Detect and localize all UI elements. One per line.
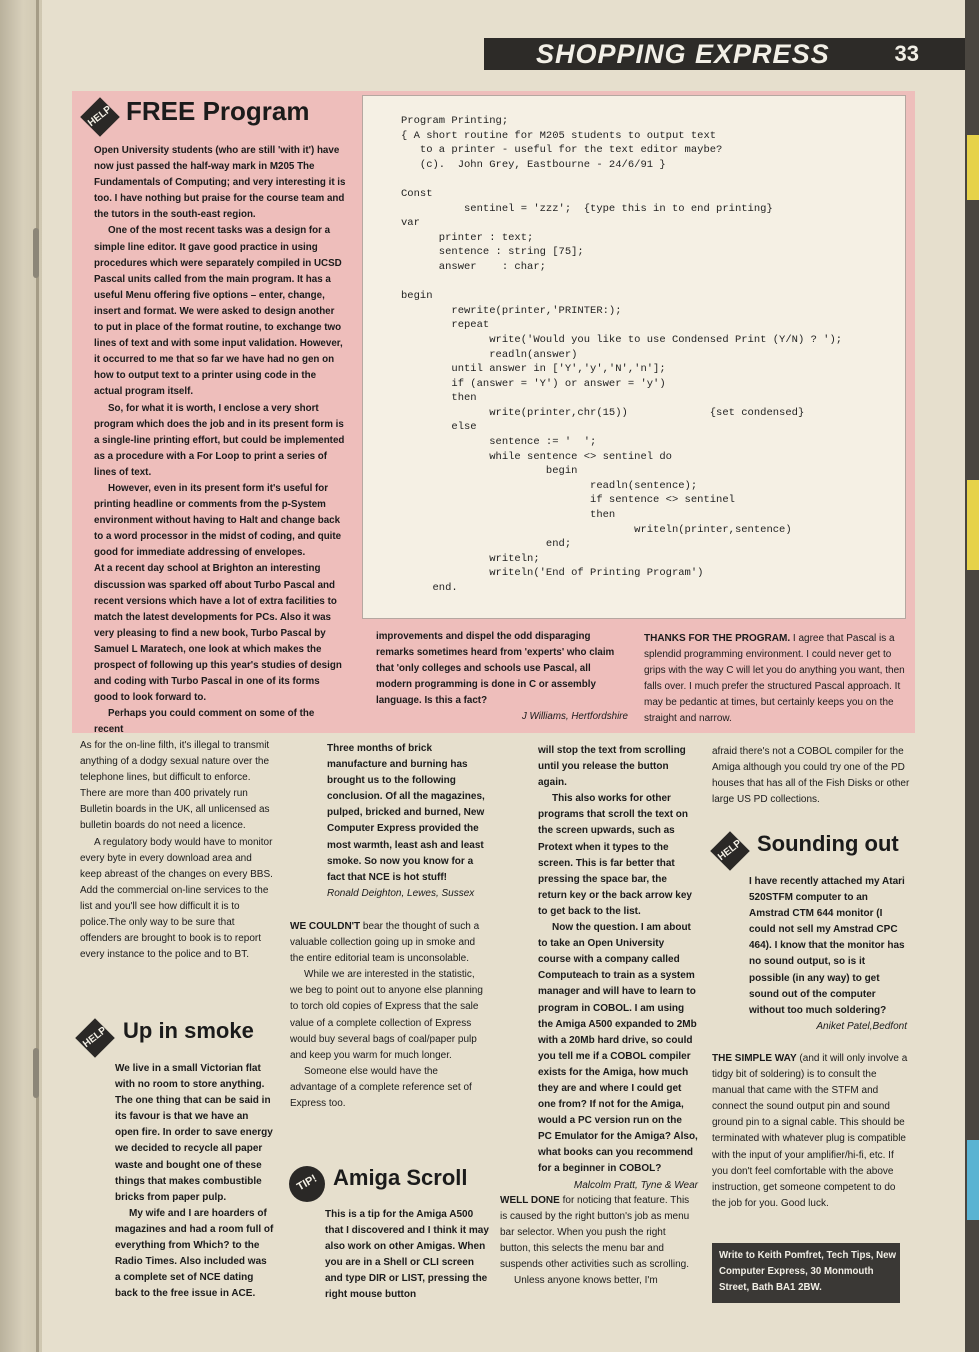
- smoke-reply: [290, 919, 486, 1112]
- free-program-reply: [644, 631, 906, 728]
- paragraph: This also works for other programs that scroll the text on the screen upwards, such as Protext when it types to the screen. This is far better that pressing the space bar, the return key or the back arrow key to get back to the list.: [538, 793, 692, 917]
- signature: Malcolm Pratt, Tyne & Wear: [573, 1179, 698, 1191]
- page-gutter: [0, 0, 42, 1352]
- paragraph: Open University students (who are still 'with it') have now just passed the half-way mark in M205 The Fundamentals of Computing; and very interesting it is too. I have nothing but praise for the course team and the tutors in the south-east region.: [94, 145, 346, 221]
- paragraph: will stop the text from scrolling until you release the button again.: [538, 745, 686, 789]
- section-title: SHOPPING EXPRESS: [536, 39, 830, 69]
- help-icon: HELP: [711, 832, 749, 870]
- free-program-continued: [376, 629, 628, 726]
- reply-lead: WELL DONE: [500, 1195, 560, 1206]
- signature: Ronald Deighton, Lewes, Sussex: [327, 887, 475, 899]
- binding-staple: [33, 1048, 39, 1098]
- paragraph: My wife and I are hoarders of magazines and had a room full of everything from Which? to the Radio Times. Also included was a complete set of NCE dating back to the free issue in ACE.: [115, 1207, 274, 1300]
- free-program-letter: [94, 143, 346, 738]
- paragraph: afraid there's not a COBOL compiler for the Amiga although you could try one of the PD houses that has all of the Fish Disks or other large US PD collections.: [712, 746, 910, 806]
- reply-lead: THANKS FOR THE PROGRAM.: [644, 633, 791, 644]
- page-number: 33: [894, 41, 919, 66]
- write-to-box: [712, 1243, 900, 1303]
- reply-text: I agree that Pascal is a splendid programming environment. I could never get to grips with the way C will let you do anything you want, then falls over. I much prefer the structured Pascal approach. It may be pedantic at times, but certainly keeps you on the straight and narrow.: [644, 633, 905, 725]
- paragraph: Someone else would have the advantage of a complete reference set of Express too.: [290, 1065, 472, 1110]
- paragraph: One of the most recent tasks was a design for a simple line editor. It gave good practice in using procedures which were separately compiled in UCSD Pascal units called from the main program. It has a useful Menu offering five options – enter, change, insert and format. We were asked to design another to put in place of the format routine, to exchange two lines of text and with some input validation. However, it occurred to me that so far we have had no gen on how to output text to a printer using code in the actual program itself.: [94, 225, 343, 398]
- signature: Aniket Patel,Bedfont: [816, 1020, 907, 1032]
- amiga-letter-part2: [538, 743, 698, 1194]
- sound-letter: [749, 874, 907, 1035]
- reply-text: bear the thought of such a valuable collection going up in smoke and the entire editorial team is unconsolable.: [290, 921, 480, 965]
- paragraph: A regulatory body would have to monitor every byte in every download area and keep abreast of the changes on every BBS. Add the commercial on-line services to the list and you'll see how difficult it is to police.The only way to be sure that offenders are brought to book is to report every instance to the police and to BT.: [80, 836, 273, 961]
- binding-staple: [33, 228, 39, 278]
- tip-icon: TIP!: [289, 1166, 325, 1202]
- section-header: [484, 38, 965, 70]
- paragraph: Now the question. I am about to take an Open University course with a company called Computeach to train as a system manager and will have to learn to program in COBOL. I am using the Amiga A500 expanded to 2Mb with a 20Mb hard drive, so could you tell me if a COBOL compiler exists for the Amiga, how much they are and where I could get one from? If not for the Amiga, would a PC version run on the PC Emulator for the Amiga? Also, what books can you recommend for a beginner in COBOL?: [538, 922, 698, 1175]
- reply-text: (and it will only involve a tidgy bit of soldering) is to consult the manual that came with the STFM and connect the sound output pin and sound ground pin to a signal cable. This should be terminated with whatever plug is compatible with the input of your amplifier/hi-fi, etc. If you don't feel comfortable with the above instruction, get someone competent to do the job for you. Good luck.: [712, 1053, 908, 1209]
- paragraph: We live in a small Victorian flat with no room to store anything. The one thing that can be said in its favour is that we have an open fire. In order to save energy we decided to recycle all paper waste and bought one of these things that makes combustible bricks from paper pulp.: [115, 1063, 273, 1203]
- up-in-smoke-heading: Up in smoke: [123, 1018, 254, 1043]
- reply-lead: WE COULDN'T: [290, 921, 361, 932]
- amiga-scroll-heading: Amiga Scroll: [333, 1165, 468, 1190]
- smoke-letter-part1: [115, 1061, 275, 1302]
- binding-fold: [36, 0, 39, 1352]
- paragraph: While we are interested in the statistic, we beg to point out to anyone else planning to torch old copies of Express that the sale value of a complete collection of Express would buy several bags of coal/paper pulp and keep you warm for much longer.: [290, 969, 483, 1061]
- paragraph: Unless anyone knows better, I'm: [514, 1275, 658, 1287]
- paragraph: At a recent day school at Brighton an interesting discussion was sparked off about Turbo Pascal and recent versions which have a lot of extra facilities to match the latest developments for PCs. Also it was very pleasing to find a new book, Turbo Pascal by Samuel L Maratech, one look at which makes the prospect of following up this year's studies of design and coding with Turbo Pascal in one of its forms good to look forward to.: [94, 563, 342, 704]
- amiga-letter-part1: [325, 1207, 489, 1304]
- reply-text: for noticing that feature. This is caused by the right button's job as menu bar selector. When you push the right button, this selects the menu bar and suspends other activities such as scrolling.: [500, 1195, 690, 1271]
- sound-reply: [712, 1051, 910, 1212]
- amiga-reply-continued: [712, 744, 910, 808]
- pascal-code: Program Printing; { A short routine for M205 students to output text to a printer - useful for the text editor maybe? (c). John Grey, Eastbourne - 24/6/91 } Const sentinel = 'zzz'; {type this in to end printing} var printer : text; sentence : string [75]; answer : char; begin rewrite(printer,'PRINTER:); repeat write('Would you like to use Condensed Print (Y/N) ? '); readln(answer) until answer in ['Y','y','N','n']; if (answer = 'Y') or answer = 'y') then write(printer,chr(15)) {set condensed} else sentence := ' '; while sentence <> sentinel do begin readln(sentence); if sentence <> sentinel then writeln(printer,sentence) end; writeln; writeln('End of Printing Program') end.: [401, 115, 843, 594]
- edge-tab-blue: [967, 1140, 979, 1220]
- edge-tab-yellow: [967, 480, 979, 570]
- write-to-address: Write to Keith Pomfret, Tech Tips, New Computer Express, 30 Monmouth Street, Bath BA1 2BW.: [719, 1250, 897, 1293]
- code-listing-box: [362, 95, 906, 619]
- paragraph: This is a tip for the Amiga A500 that I discovered and I think it may also work on other Amigas. When you are in a Shell or CLI screen and type DIR or LIST, pressing the right mouse button: [325, 1209, 489, 1301]
- paragraph: Three months of brick manufacture and burning has brought us to the following conclusion. Of all the magazines, pulped, bricked and burned, New Computer Express provided the most warmth, least ash and least smoke. So now you know for a fact that NCE is hot stuff!: [327, 743, 485, 883]
- amiga-reply: [500, 1193, 696, 1290]
- paragraph: improvements and dispel the odd disparaging remarks sometimes heard from 'experts' who claim that 'only colleges and schools use Pascal, all modern programming is done in C or assembly language. Is this a fact?: [376, 631, 615, 707]
- paragraph: So, for what it is worth, I enclose a very short program which does the job and in its present form is a single-line printing effort, but could be implemented as a procedure with a For Loop to print a series of lines of text.: [94, 402, 345, 478]
- reply-lead: THE SIMPLE WAY: [712, 1053, 797, 1064]
- paragraph: Perhaps you could comment on some of the recent: [94, 708, 315, 736]
- paragraph: As for the on-line filth, it's illegal to transmit anything of a dodgy sexual nature over the telephone lines, but difficult to enforce. There are more than 400 privately run Bulletin boards in the UK, all unlicensed as bulletin boards do not need a licence.: [80, 740, 270, 832]
- sounding-out-heading: Sounding out: [757, 831, 899, 856]
- smoke-letter-part2: [327, 741, 487, 902]
- signature: J Williams, Hertfordshire: [521, 711, 628, 723]
- online-column: [80, 738, 274, 963]
- help-icon: HELP: [81, 98, 119, 136]
- help-icon: HELP: [76, 1019, 114, 1057]
- free-program-heading: FREE Program: [126, 96, 310, 126]
- paragraph: I have recently attached my Atari 520STFM computer to an Amstrad CTM 644 monitor (I could not sell my Amstrad CPC 464). I know that the monitor has no sound output, so is it possible (in any way) to get sound out of the computer without too much soldering?: [749, 876, 905, 1016]
- edge-tab-yellow: [967, 135, 979, 200]
- paragraph: However, even in its present form it's useful for printing headline or comments from the p-System environment without having to Halt and change back to a word processor in the midst of coding, and quite good for immediate addressing of envelopes.: [94, 482, 342, 559]
